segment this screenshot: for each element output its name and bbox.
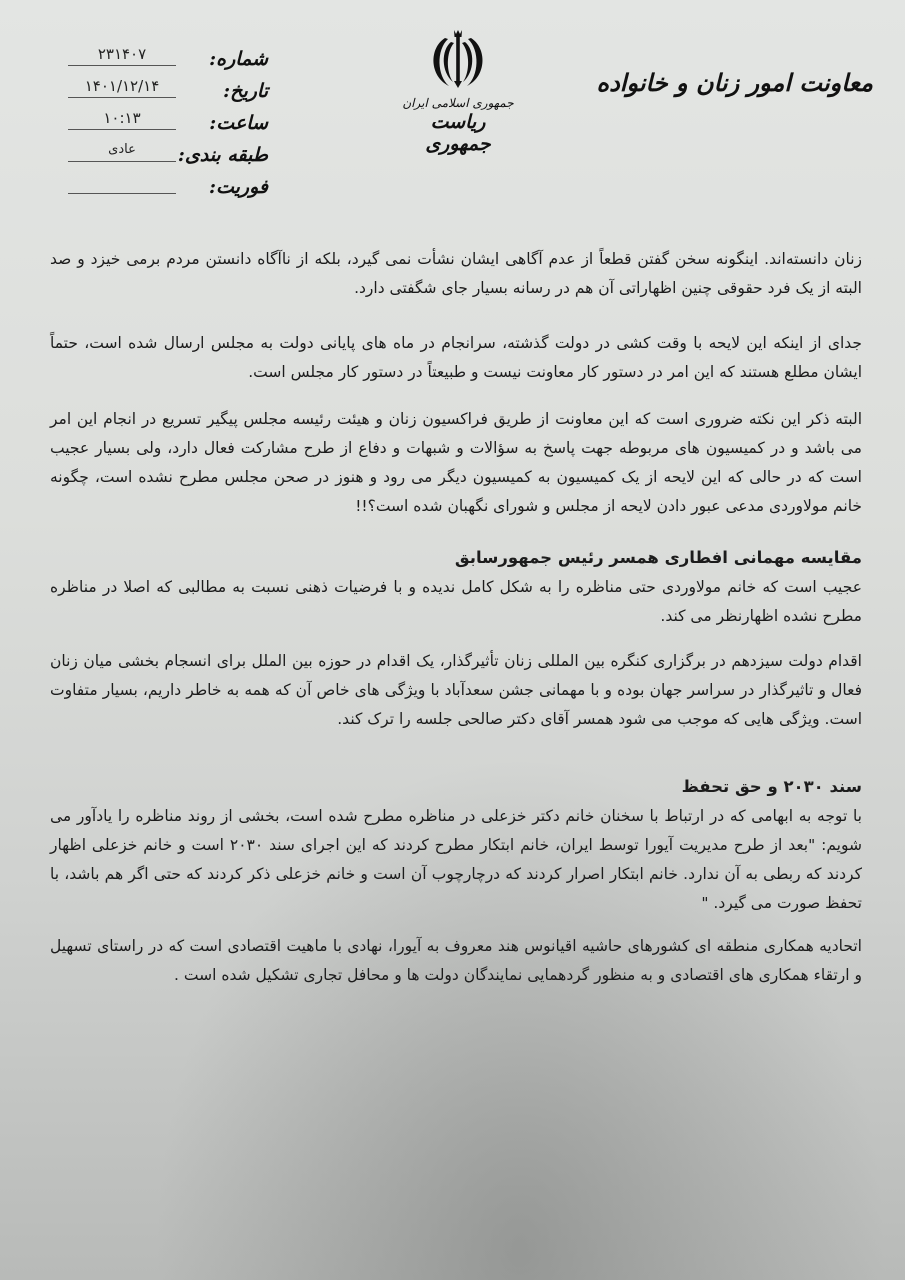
meta-time-label: ساعت: <box>209 112 268 134</box>
meta-classification-label: طبقه بندی: <box>177 144 268 166</box>
body-paragraph: زنان دانسته‌اند. اینگونه سخن گفتن قطعاً از عدم آگاهی ایشان نشأت نمی گیرد، بلکه از ناآگاه دانستن مردم برمی خیزد و صد البته از یک فرد حقوقی چنین اظهاراتی آن هم در رسانه بسیار جای شگفتی دارد. <box>50 250 862 297</box>
letter-body <box>50 245 862 1006</box>
organization-title: معاونت امور زنان و خانواده <box>596 68 873 97</box>
meta-time-value: ۱۰:۱۳ <box>68 108 176 130</box>
meta-date <box>68 70 268 102</box>
iran-emblem-icon <box>427 28 489 92</box>
emblem-office-name: ریاست جمهوری <box>425 111 491 155</box>
meta-date-value: ۱۴۰۱/۱۲/۱۴ <box>68 76 176 98</box>
meta-time <box>68 102 268 134</box>
meta-number-label: شماره: <box>209 48 268 70</box>
section-heading-iftar: مقایسه مهمانی افطاری همسر رئیس جمهورسابق <box>454 548 862 567</box>
body-paragraph: البته ذکر این نکته ضروری است که این معاونت از طریق فراکسیون زنان و هیئت رئیسه مجلس پیگیر تسریع در انجام این امر می باشد و در کمیسیون های مربوطه جهت پاسخ به سؤالات و شبهات و دفاع از طرح مشارکت فعال دارد، ولی بسیار عجیب است که در حالی که این لایحه از یک کمیسیون به کمیسیون دیگر می رود و هنوز در صحن مجلس مطرح نشده است، چگونه خانم مولاوردی مدعی عبور دادن لایحه از مجلس و شورای نگهبان شده است؟!! <box>50 410 862 515</box>
letter-metadata <box>68 38 268 198</box>
body-paragraph: اقدام دولت سیزدهم در برگزاری کنگره بین المللی زنان تأثیرگذار، یک اقدام در حوزه بین الملل برای انسجام بخشی میان زنان فعال و تاثیرگذار در سراسر جهان بوده و با مهمانی جشن سعدآباد با ویژگی های خاص آن که همه به خاطر داریم، بسیار متفاوت است. ویژگی هایی که موجب می شود همسر آقای دکتر صالحی جلسه را ترک کند. <box>50 652 862 728</box>
meta-classification <box>68 134 268 166</box>
meta-date-label: تاریخ: <box>223 80 268 102</box>
meta-classification-value: عادی <box>68 140 176 162</box>
meta-urgency <box>68 166 268 198</box>
body-paragraph: عجیب است که خانم مولاوردی حتی مناظره را به شکل کامل ندیده و با فرضیات ذهنی نسبت به مطالبی که اصلا در مناظره مطرح نشده اظهارنظر می کند. <box>50 578 862 625</box>
emblem-country-name: جمهوری اسلامی ایران <box>402 96 514 110</box>
meta-urgency-label: فوریت: <box>208 176 268 198</box>
government-emblem <box>398 28 518 155</box>
meta-number <box>68 38 268 70</box>
section-heading-2030: سند ۲۰۳۰ و حق تحفظ <box>681 777 862 796</box>
meta-urgency-value <box>68 172 176 194</box>
letterhead <box>0 0 905 230</box>
body-paragraph: اتحادیه همکاری منطقه ای کشورهای حاشیه اقیانوس هند معروف به آیورا، نهادی با ماهیت اقتصادی است که در راستای تسهیل و ارتقاء همکاری های اقتصادی و به منظور گردهمایی نمایندگان دولت ها و محافل تجاری تشکیل شده است . <box>50 937 862 984</box>
body-paragraph: با توجه به ابهامی که در ارتباط با سخنان خانم دکتر خزعلی در مناظره مطرح شده است، بخشی از روند مناظره را یادآور می شویم: "بعد از طرح مدیریت آیورا توسط ایران، خانم ابتکار مطرح کردند که این اجرای سند ۲۰۳۰ است و خانم خزعلی اظهار کردند که ربطی به آن ندارد. خانم ابتکار اصرار کردند که درچارچوب آن است و خانم خزعلی ذکر کردند که حتی اگر هم باشد، با تحفظ صورت می گیرد. " <box>50 807 862 912</box>
meta-number-value: ۲۳۱۴۰۷ <box>68 44 176 66</box>
body-paragraph: جدای از اینکه این لایحه با وقت کشی در دولت گذشته، سرانجام در ماه های پایانی دولت به مجلس ارسال شده است، حتماً ایشان مطلع هستند که این امر در دستور کار معاونت نیست و طبیعتاً در دستور کار مجلس است. <box>50 334 862 381</box>
